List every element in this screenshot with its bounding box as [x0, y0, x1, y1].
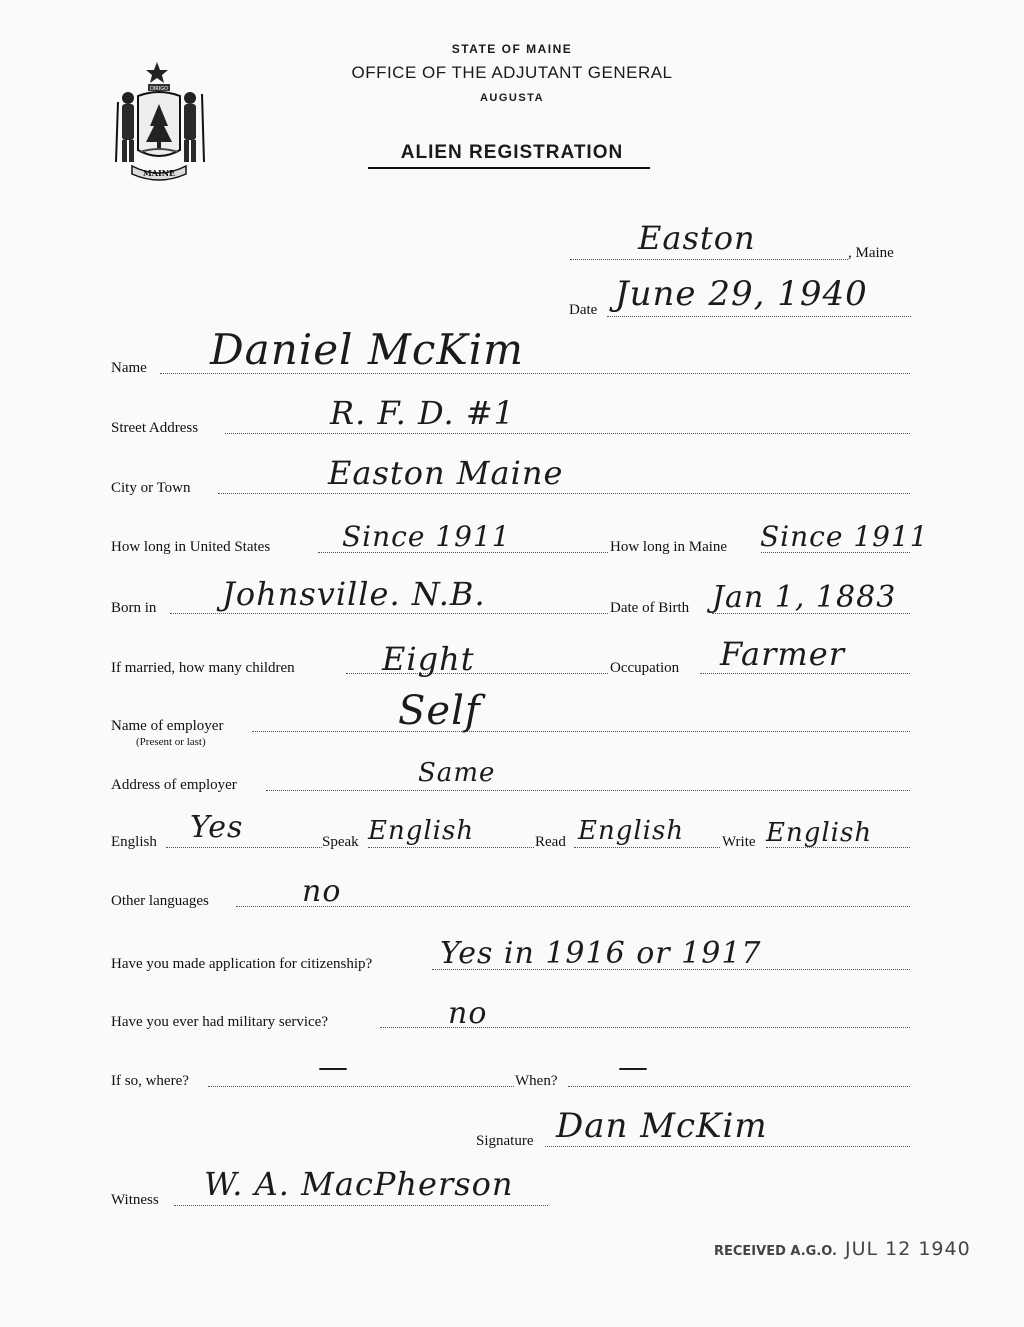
- born-in-entry: Johnsville. N.B.: [222, 575, 486, 613]
- citizenship-label: Have you made application for citizenship?: [111, 956, 373, 972]
- employer-name-line: [252, 731, 910, 732]
- street-entry: R. F. D. #1: [330, 394, 516, 432]
- name-entry: Daniel McKim: [210, 325, 524, 374]
- signature-label: Signature: [476, 1133, 534, 1149]
- read-entry: English: [578, 816, 685, 846]
- name-label: Name: [111, 360, 147, 376]
- employer-address-entry: Same: [418, 758, 496, 788]
- read-label: Read: [535, 834, 566, 850]
- received-stamp: [714, 1238, 971, 1260]
- occupation-entry: Farmer: [720, 635, 845, 673]
- date-line: [607, 316, 911, 317]
- date-entry: June 29, 1940: [615, 274, 868, 314]
- form-title: ALIEN REGISTRATION: [400, 142, 624, 163]
- when-label: When?: [515, 1073, 558, 1089]
- office-heading: OFFICE OF THE ADJUTANT GENERAL: [351, 63, 673, 82]
- employer-address-label: Address of employer: [111, 777, 237, 793]
- children-entry: Eight: [382, 640, 475, 678]
- write-label: Write: [722, 834, 756, 850]
- military-entry: no: [448, 996, 488, 1031]
- maine-suffix-label: , Maine: [848, 245, 894, 261]
- other-languages-label: Other languages: [111, 893, 209, 909]
- town-line: [570, 259, 848, 260]
- svg-text:DIRIGO: DIRIGO: [149, 86, 169, 92]
- city-entry: Easton Maine: [328, 454, 564, 492]
- if-so-where-label: If so, where?: [111, 1073, 189, 1089]
- employer-note-label: (Present or last): [136, 736, 206, 748]
- occupation-line: [700, 673, 910, 674]
- signature-entry: Dan McKim: [556, 1106, 768, 1146]
- military-label: Have you ever had military service?: [111, 1014, 328, 1030]
- english-line: [166, 847, 322, 848]
- received-stamp-text: RECEIVED A.G.O.: [714, 1244, 837, 1259]
- how-long-maine-label: How long in Maine: [610, 539, 728, 555]
- street-line: [225, 433, 910, 434]
- occupation-label: Occupation: [610, 660, 680, 676]
- english-entry: Yes: [190, 810, 244, 845]
- signature-line: [545, 1146, 910, 1147]
- title-underline: [368, 167, 650, 169]
- write-entry: English: [766, 818, 873, 848]
- how-long-us-entry: Since 1911: [342, 520, 511, 553]
- if-so-where-entry: —: [318, 1050, 349, 1085]
- city-heading: AUGUSTA: [479, 92, 545, 104]
- other-languages-entry: no: [302, 874, 342, 909]
- how-long-maine-entry: Since 1911: [760, 520, 929, 553]
- when-entry: —: [618, 1050, 649, 1085]
- citizenship-entry: Yes in 1916 or 1917: [440, 936, 762, 971]
- english-label: English: [111, 834, 157, 850]
- speak-line: [368, 847, 534, 848]
- witness-entry: W. A. MacPherson: [204, 1165, 514, 1203]
- city-label: City or Town: [111, 480, 191, 496]
- svg-text:MAINE: MAINE: [142, 168, 176, 178]
- read-line: [574, 847, 720, 848]
- witness-label: Witness: [111, 1192, 159, 1208]
- employer-name-label: Name of employer: [111, 718, 224, 734]
- date-of-birth-entry: Jan 1, 1883: [712, 580, 897, 615]
- how-long-us-label: How long in United States: [111, 539, 271, 555]
- witness-line: [174, 1205, 548, 1206]
- born-in-label: Born in: [111, 600, 157, 616]
- speak-label: Speak: [322, 834, 359, 850]
- state-heading: STATE OF MAINE: [451, 42, 573, 56]
- when-line: [568, 1086, 910, 1087]
- date-label: Date: [569, 302, 598, 318]
- employer-name-entry: Self: [398, 688, 481, 734]
- if-so-where-line: [208, 1086, 514, 1087]
- speak-entry: English: [368, 816, 475, 846]
- city-line: [218, 493, 910, 494]
- born-in-line: [170, 613, 608, 614]
- street-label: Street Address: [111, 420, 199, 436]
- received-stamp-date: JUL 12 1940: [844, 1238, 971, 1260]
- date-of-birth-label: Date of Birth: [610, 600, 690, 616]
- employer-address-line: [266, 790, 910, 791]
- married-children-label: If married, how many children: [111, 660, 295, 676]
- town-entry: Easton: [638, 219, 756, 257]
